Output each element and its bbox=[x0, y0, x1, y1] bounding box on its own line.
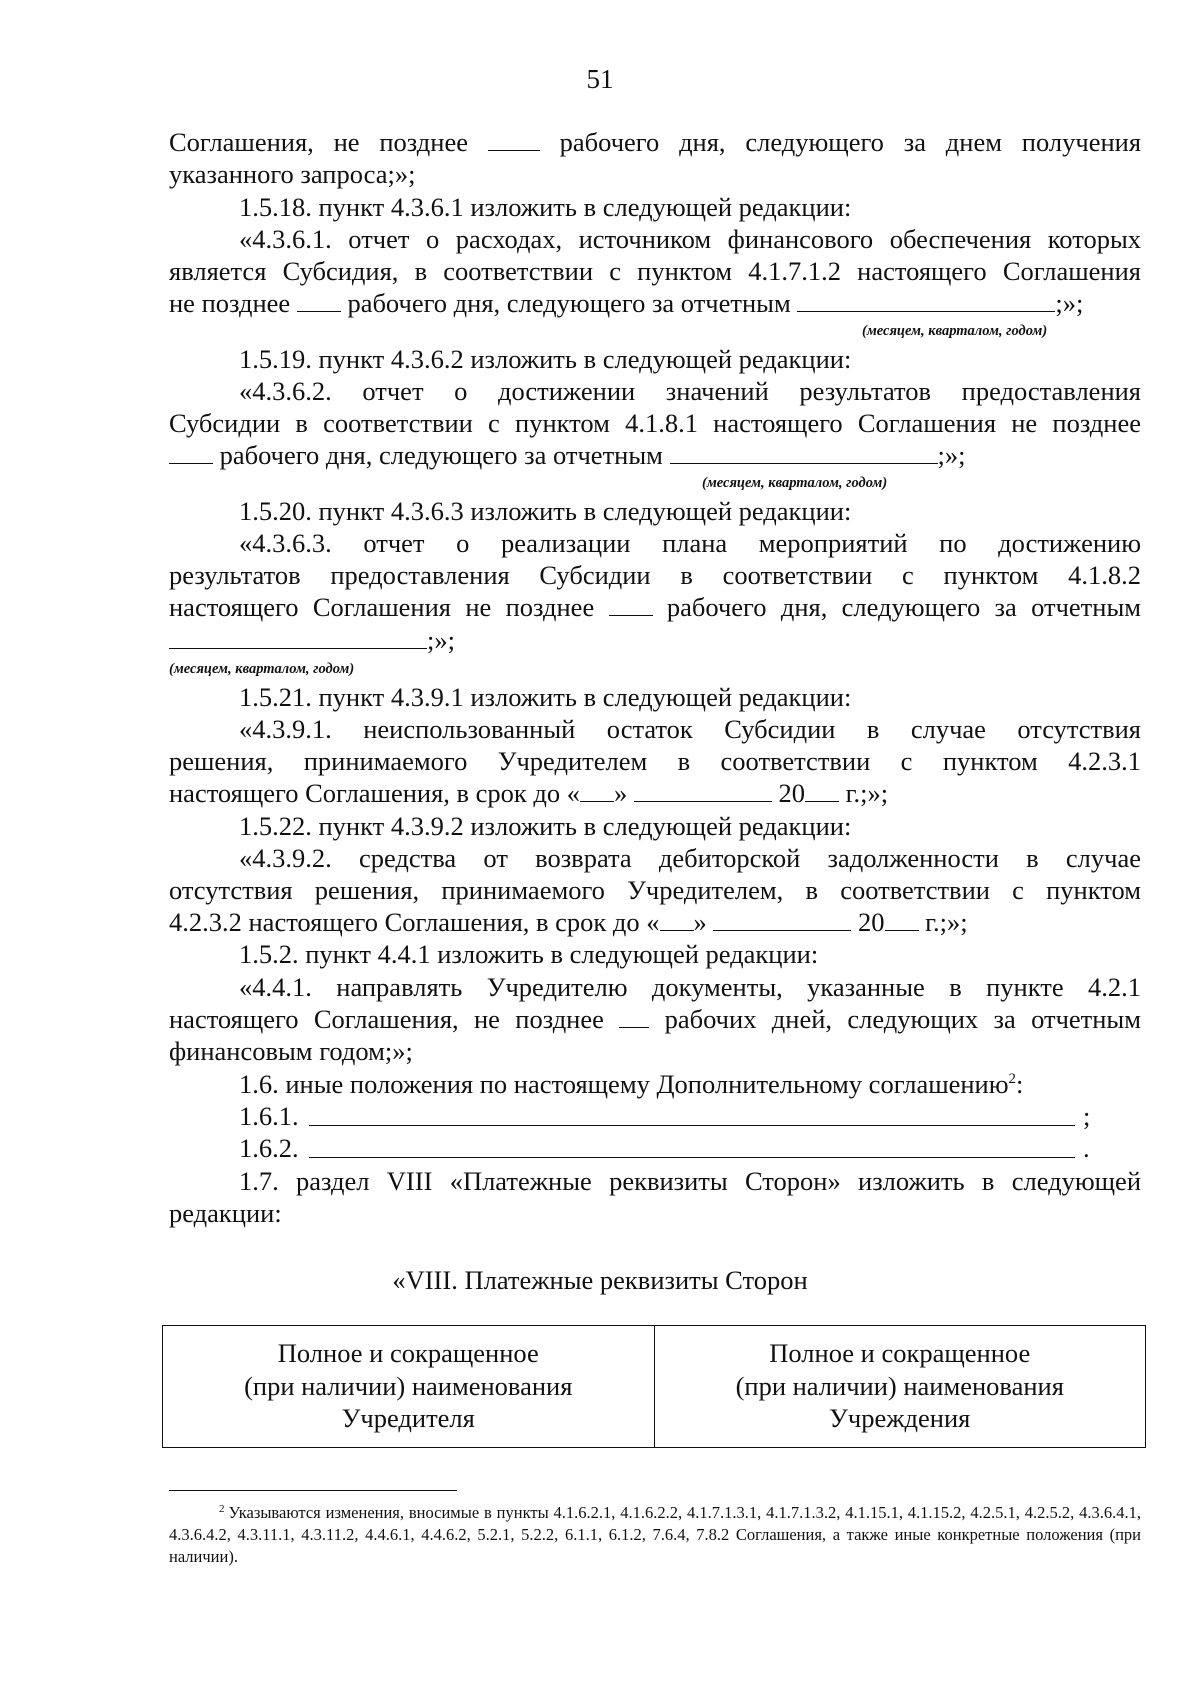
payment-details-table bbox=[162, 1325, 1146, 1448]
footnote-mark: 2 bbox=[219, 1502, 225, 1515]
footnote-ref: 2 bbox=[1008, 1071, 1017, 1088]
paragraph-line: «4.3.9.2. средства от возврата дебиторской задолженности в случае bbox=[239, 843, 1141, 873]
paragraph-line: указанного запроса;»; bbox=[169, 159, 416, 189]
field-caption: (месяцем, кварталом, годом) bbox=[862, 323, 1048, 339]
footnote: $^2$ Указываются изменения, вносимые в пункты 4.1.6.2.1, 4.1.6.2.2, 4.1.7.1.3.1, 4.1.7.1.3.2, 4.1.15.1, 4.1.15.2, 4.2.5.1, 4.2.5.2, 4.3.6.4.1, 4.3.6.4.2, 4.3.11.1, 4.3.11.2, 4.4.6.1, 4.4.6.2, 5.2.1, 5.2.2, 6.1.1, 6.1.2, 7.6.4, 7.8.2 Соглашения, а также иные конкретные положения (при наличии). bbox=[169, 1502, 1141, 1566]
amendment-item: 1.5.20. пункт 4.3.6.3 изложить в следующей редакции: bbox=[239, 496, 852, 526]
paragraph-line: редакции: bbox=[169, 1198, 282, 1228]
paragraph-line: «4.3.6.1. отчет о расходах, источником финансового обеспечения которых bbox=[239, 224, 1141, 254]
paragraph-line: настоящего Соглашения, в срок до « » 20 г.;»; bbox=[169, 778, 889, 808]
paragraph-line: «4.3.6.3. отчет о реализации плана мероприятий по достижению bbox=[239, 528, 1141, 558]
paragraph-line: ;»; bbox=[169, 624, 1141, 657]
paragraph-line: не позднее рабочего дня, следующего за отчетным ;»; bbox=[169, 288, 1084, 318]
amendment-item: 1.5.18. пункт 4.3.6.1 изложить в следующей редакции: bbox=[239, 192, 852, 222]
section-heading: «VIII. Платежные реквизиты Сторон bbox=[392, 1265, 808, 1295]
paragraph-line: является Субсидия, в соответствии с пунктом 4.1.7.1.2 настоящего Соглашения bbox=[169, 256, 1141, 286]
field-caption: (месяцем, кварталом, годом) bbox=[169, 661, 355, 677]
field-caption: (месяцем, кварталом, годом) bbox=[702, 475, 888, 491]
paragraph-line: настоящего Соглашения, не позднее рабочих дней, следующих за отчетным bbox=[169, 1004, 1141, 1034]
blank-line bbox=[309, 1157, 1075, 1158]
amendment-item: 1.5.21. пункт 4.3.9.1 изложить в следующей редакции: bbox=[239, 682, 852, 712]
amendment-item: 1.5.19. пункт 4.3.6.2 изложить в следующей редакции: bbox=[239, 344, 852, 374]
paragraph-line: «4.4.1. направлять Учредителю документы, указанные в пункте 4.2.1 bbox=[239, 972, 1141, 1002]
table-cell-founder: Полное и сокращенное (при наличии) наименования Учредителя bbox=[163, 1326, 655, 1448]
paragraph-line: финансовым годом;»; bbox=[169, 1036, 413, 1066]
paragraph-line: решения, принимаемого Учредителем в соответствии с пунктом 4.2.3.1 bbox=[169, 746, 1141, 776]
fill-in-line: 1.6.2. bbox=[239, 1133, 299, 1163]
fill-in-line: 1.6.1. bbox=[239, 1101, 299, 1131]
paragraph-line: «4.3.9.1. неиспользованный остаток Субсидии в случае отсутствия bbox=[239, 714, 1141, 744]
paragraph-line: 1.7. раздел VIII «Платежные реквизиты Сторон» изложить в следующей bbox=[239, 1166, 1141, 1196]
paragraph-line: рабочего дня, следующего за отчетным ;»; bbox=[169, 439, 1141, 472]
paragraph-line: «4.3.6.2. отчет о достижении значений результатов предоставления bbox=[239, 376, 1141, 406]
amendment-item: 1.6. иные положения по настоящему Дополнительному соглашению$^2$: bbox=[239, 1069, 1024, 1099]
paragraph-line: отсутствия решения, принимаемого Учредителем, в соответствии с пунктом bbox=[169, 875, 1141, 905]
blank-line bbox=[309, 1125, 1075, 1126]
paragraph-line: результатов предоставления Субсидии в соответствии с пунктом 4.1.8.2 bbox=[169, 560, 1141, 590]
amendment-item: 1.5.2. пункт 4.4.1 изложить в следующей редакции: bbox=[239, 939, 819, 969]
paragraph-line: Субсидии в соответствии с пунктом 4.1.8.1 настоящего Соглашения не позднее bbox=[169, 408, 1141, 438]
amendment-item: 1.5.22. пункт 4.3.9.2 изложить в следующей редакции: bbox=[239, 811, 852, 841]
paragraph-line: 4.2.3.2 настоящего Соглашения, в срок до « » 20 г.;»; bbox=[169, 907, 968, 937]
table-cell-institution: Полное и сокращенное (при наличии) наименования Учреждения bbox=[654, 1326, 1146, 1448]
table-row bbox=[163, 1326, 1146, 1448]
paragraph-line: Соглашения, не позднее рабочего дня, следующего за днем получения bbox=[169, 127, 1142, 157]
page-number: 51 bbox=[586, 64, 614, 94]
footnote-separator bbox=[169, 1490, 457, 1491]
fill-in-end: . bbox=[1083, 1133, 1090, 1163]
fill-in-end: ; bbox=[1083, 1101, 1091, 1131]
paragraph-line: настоящего Соглашения не позднее рабочего дня, следующего за отчетным bbox=[169, 592, 1142, 622]
